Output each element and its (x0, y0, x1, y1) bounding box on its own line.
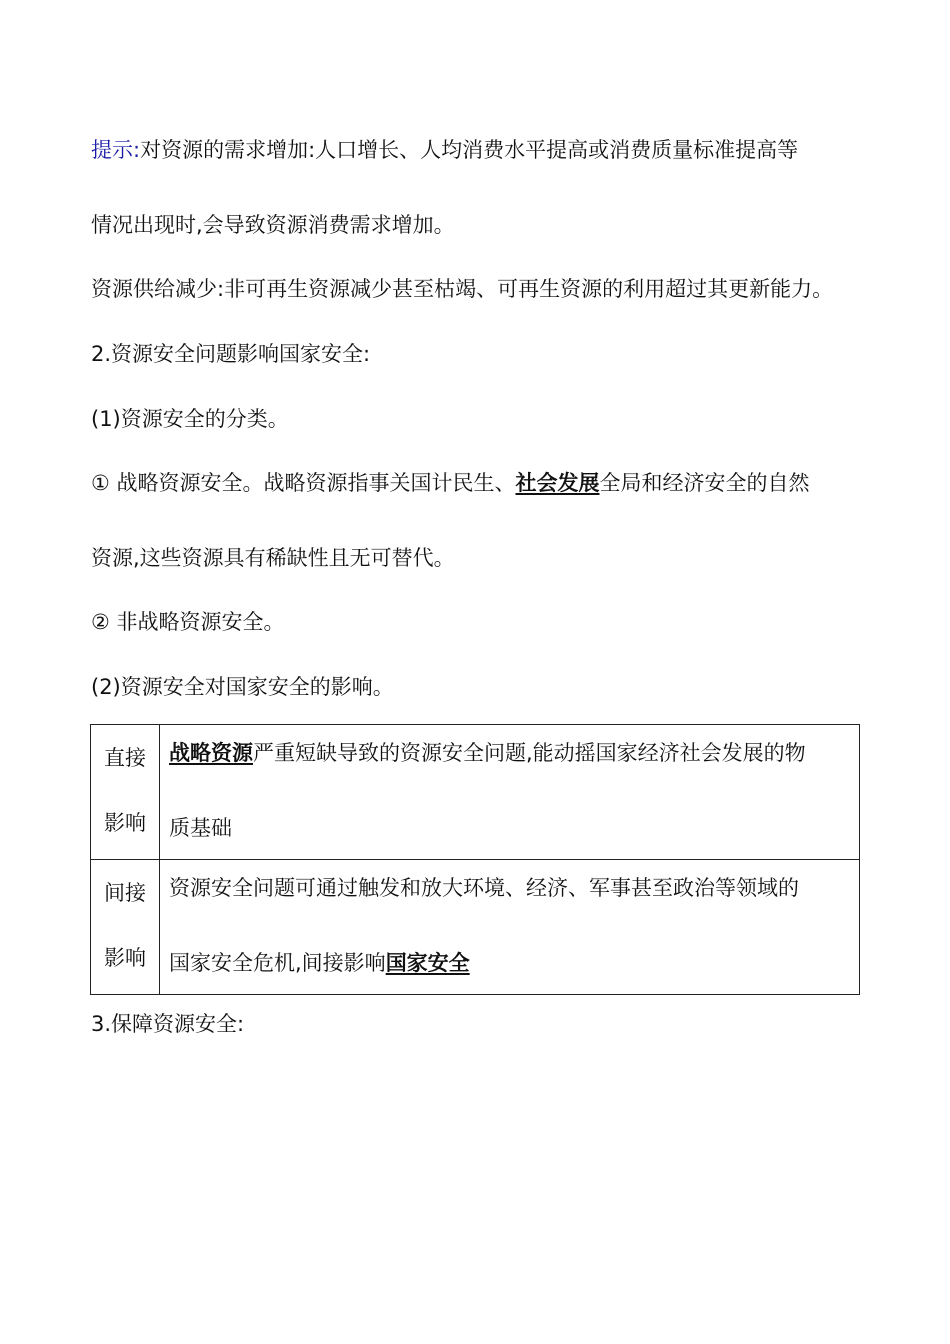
row-content-direct (160, 725, 860, 860)
row-label-indirect (91, 860, 160, 995)
label-line-2: 影响 (104, 811, 146, 835)
hint-text-1: 对资源的需求增加:人口增长、人均消费水平提高或消费质量标准提高等 (140, 138, 799, 162)
keyword-social-development: 社会发展 (515, 471, 600, 495)
supply-paragraph: 资源供给减少:非可再生资源减少甚至枯竭、可再生资源的利用超过其更新能力。 (91, 277, 834, 301)
keyword-strategic-resources: 战略资源 (169, 741, 253, 765)
content-line-1 (169, 739, 806, 767)
hint-label: 提示: (91, 138, 141, 162)
content-line-2: 质基础 (169, 816, 232, 840)
impact-table (90, 724, 860, 995)
hint-line-2: 情况出现时,会导致资源消费需求增加。 (91, 213, 455, 237)
item-1-line-2: 资源,这些资源具有稀缺性且无可替代。 (91, 546, 455, 570)
label-line-1: 间接 (104, 881, 146, 905)
section-2-heading: 2.资源安全问题影响国家安全: (91, 342, 371, 366)
table-row (91, 725, 860, 860)
item-1-line-1 (91, 469, 810, 497)
label-line-2: 影响 (104, 946, 146, 970)
hint-line-1 (91, 136, 798, 164)
label-line-1: 直接 (104, 746, 146, 770)
item-2: ② 非战略资源安全。 (91, 610, 285, 634)
row-content-indirect (160, 860, 860, 995)
content-line-2 (169, 949, 470, 977)
table-row (91, 860, 860, 995)
section-3-heading: 3.保障资源安全: (91, 1012, 245, 1036)
item-1-suffix: 全局和经济安全的自然 (599, 471, 810, 495)
row-label-direct (91, 725, 160, 860)
item-1-prefix: ① 战略资源安全。战略资源指事关国计民生、 (91, 471, 516, 495)
content-line-2-prefix: 国家安全危机,间接影响 (169, 951, 386, 975)
keyword-national-security: 国家安全 (385, 951, 470, 975)
content-line-1-rest: 严重短缺导致的资源安全问题,能动摇国家经济社会发展的物 (253, 741, 806, 765)
subsection-1-heading: (1)资源安全的分类。 (91, 407, 289, 431)
subsection-2-heading: (2)资源安全对国家安全的影响。 (91, 675, 394, 699)
content-line-1: 资源安全问题可通过触发和放大环境、经济、军事甚至政治等领域的 (169, 876, 799, 900)
